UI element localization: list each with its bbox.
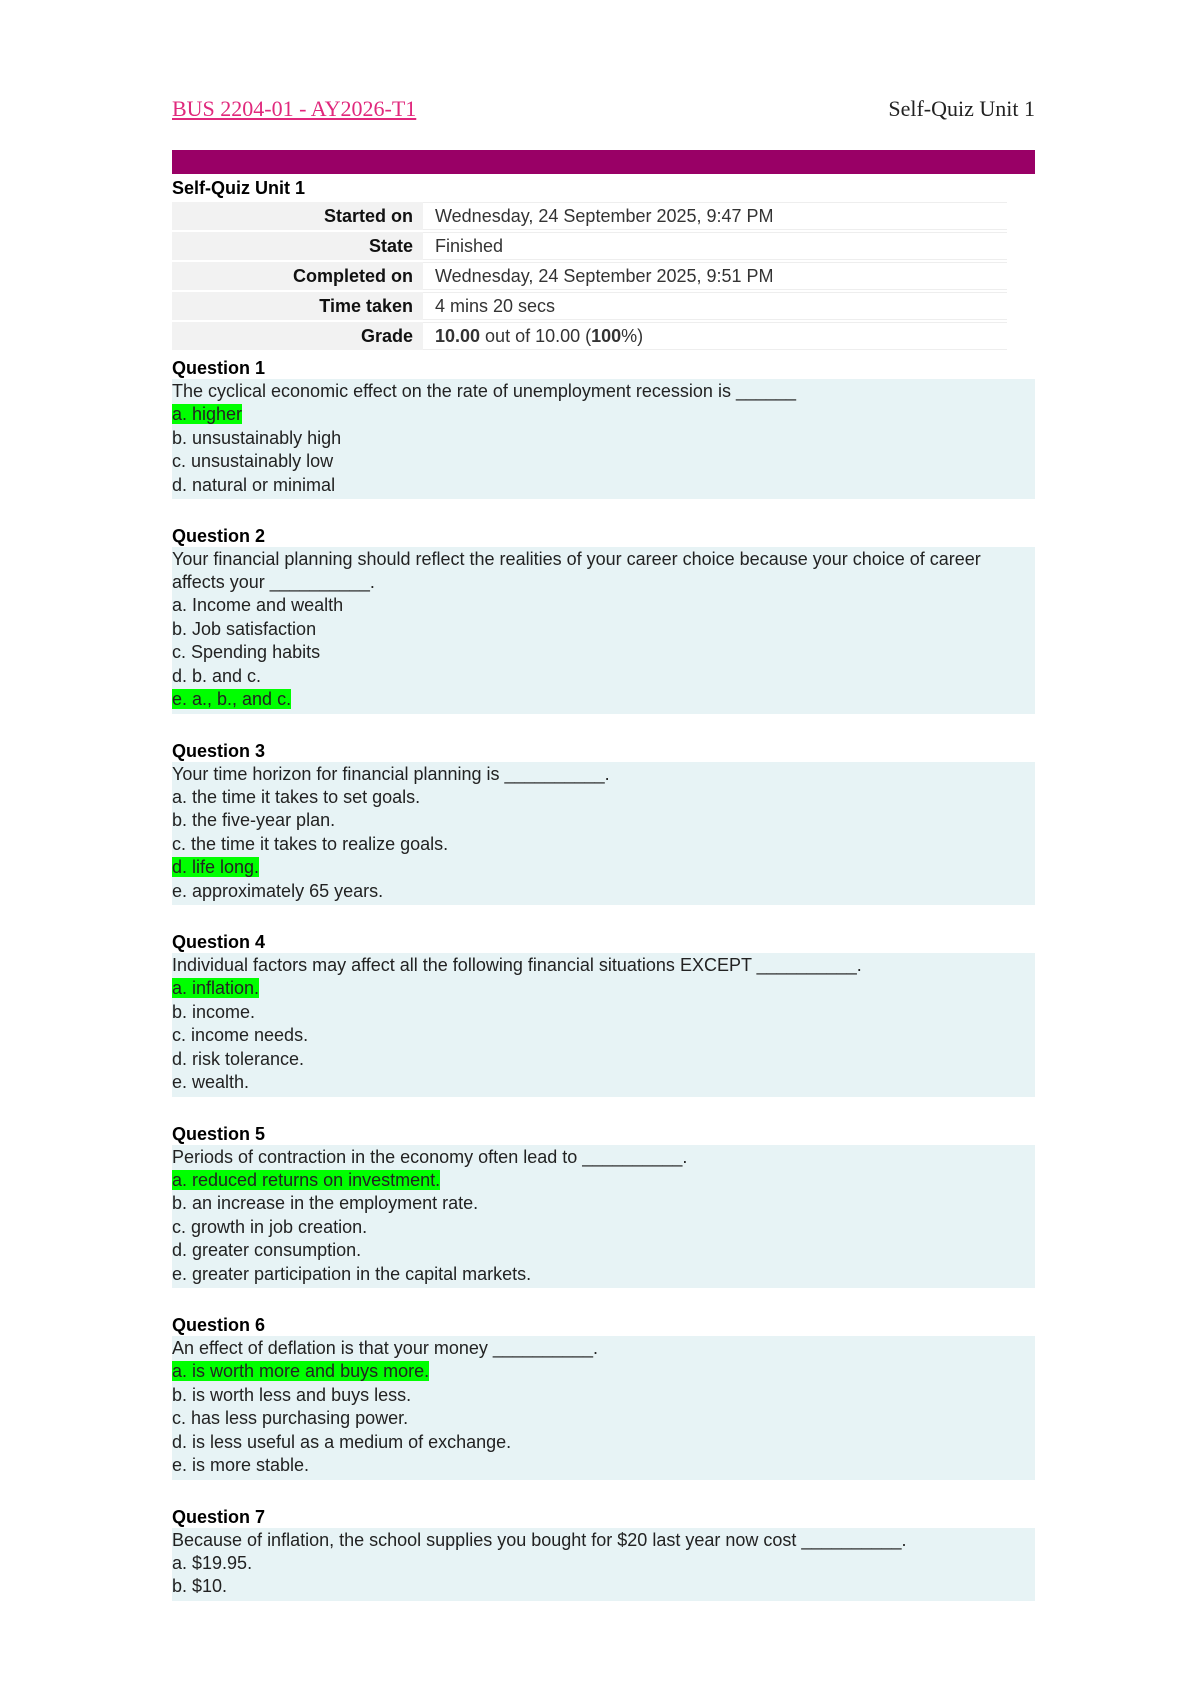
answer-option (172, 665, 1035, 689)
answer-option (172, 1239, 1035, 1263)
question-label: Question 6 (172, 1315, 266, 1335)
question-block (172, 525, 1035, 714)
answer-option-text: a. Income and wealth (172, 595, 344, 615)
answer-option (172, 977, 1035, 1001)
question-text: Periods of contraction in the economy often lead to __________. (172, 1146, 688, 1167)
brand-bar (172, 150, 1035, 174)
answer-option (172, 1384, 1035, 1408)
question-label: Question 1 (172, 358, 266, 378)
question-text: Your time horizon for financial planning is __________. (172, 763, 610, 784)
correct-answer-highlight: d. life long. (172, 857, 260, 877)
answer-option-text: c. income needs. (172, 1025, 309, 1045)
attempt-summary-table (172, 200, 1007, 352)
answer-option (172, 403, 1035, 427)
summary-row-started (172, 202, 1007, 230)
grade-value (423, 322, 1007, 350)
correct-answer-highlight: a. reduced returns on investment. (172, 1169, 441, 1190)
question-text: Individual factors may affect all the following financial situations EXCEPT __________. (172, 955, 862, 975)
answer-option (172, 1407, 1035, 1431)
question-content (172, 762, 1035, 906)
answer-option (172, 1216, 1035, 1240)
answer-option-text: d. is less useful as a medium of exchange. (172, 1431, 512, 1452)
summary-label: State (172, 232, 423, 260)
summary-value: Wednesday, 24 September 2025, 9:51 PM (423, 262, 1007, 290)
question-label: Question 3 (172, 740, 266, 761)
question-content (172, 1336, 1035, 1480)
correct-answer-highlight: e. a., b., and c. (172, 689, 292, 709)
answer-option-text: d. risk tolerance. (172, 1048, 305, 1069)
answer-option (172, 450, 1035, 474)
answer-option (172, 856, 1035, 880)
question-text: Because of inflation, the school supplies you bought for $20 last year now cost __________. (172, 1529, 907, 1550)
summary-row-time-taken (172, 292, 1007, 320)
question-text: An effect of deflation is that your money __________. (172, 1338, 598, 1358)
answer-option-text: b. income. (172, 1001, 256, 1022)
page-header (172, 96, 1035, 130)
question-block (172, 1506, 1035, 1601)
answer-option-text: b. $10. (172, 1576, 228, 1596)
question-label: Question 2 (172, 526, 266, 546)
answer-option (172, 618, 1035, 642)
answer-option-text: b. is worth less and buys less. (172, 1384, 412, 1405)
question-content (172, 953, 1035, 1097)
answer-option-text: c. has less purchasing power. (172, 1408, 409, 1428)
summary-row-completed (172, 262, 1007, 290)
answer-option-text: c. the time it takes to realize goals. (172, 833, 449, 854)
answer-option (172, 474, 1035, 498)
answer-option-text: b. the five-year plan. (172, 810, 336, 830)
answer-option (172, 1263, 1035, 1287)
question-content (172, 547, 1035, 714)
answer-option-text: e. approximately 65 years. (172, 880, 384, 901)
course-link[interactable]: BUS 2204-01 - AY2026-T1 (172, 96, 417, 121)
grade-score: 10.00 (435, 326, 481, 346)
question-block (172, 931, 1035, 1097)
summary-label: Completed on (172, 262, 423, 290)
question-label: Question 7 (172, 1506, 266, 1527)
answer-option-text: c. Spending habits (172, 642, 321, 662)
answer-option (172, 880, 1035, 904)
answer-option (172, 1431, 1035, 1455)
correct-answer-highlight: a. higher (172, 404, 243, 424)
answer-option (172, 1552, 1035, 1576)
answer-option (172, 688, 1035, 712)
answer-option-text: d. natural or minimal (172, 474, 336, 495)
summary-value: Finished (423, 232, 1007, 260)
summary-label: Time taken (172, 292, 423, 320)
answer-option (172, 1360, 1035, 1384)
answer-option-text: a. $19.95. (172, 1552, 253, 1573)
question-label: Question 4 (172, 932, 266, 952)
grade-suffix: %) (621, 326, 644, 346)
question-text: Your financial planning should reflect the realities of your career choice because your choice of career affects your __________. (172, 549, 981, 592)
answer-option (172, 1454, 1035, 1478)
question-list (172, 357, 1035, 1601)
question-content (172, 1528, 1035, 1601)
question-block (172, 1314, 1035, 1480)
answer-option-text: c. growth in job creation. (172, 1216, 368, 1237)
answer-option (172, 1169, 1035, 1193)
question-text: The cyclical economic effect on the rate of unemployment recession is ______ (172, 381, 797, 401)
question-content (172, 1145, 1035, 1289)
summary-label: Started on (172, 202, 423, 230)
question-block (172, 1123, 1035, 1289)
answer-option (172, 833, 1035, 857)
correct-answer-highlight: a. inflation. (172, 978, 260, 998)
answer-option-text: d. greater consumption. (172, 1240, 362, 1260)
summary-row-state (172, 232, 1007, 260)
answer-option (172, 1048, 1035, 1072)
question-content (172, 379, 1035, 499)
summary-value: Wednesday, 24 September 2025, 9:47 PM (423, 202, 1007, 230)
correct-answer-highlight: a. is worth more and buys more. (172, 1361, 430, 1381)
grade-percent: 100 (591, 326, 622, 346)
quiz-review-page (172, 96, 1035, 1601)
question-label: Question 5 (172, 1123, 266, 1144)
header-quiz-title: Self-Quiz Unit 1 (888, 96, 1035, 121)
answer-option-text: e. is more stable. (172, 1455, 310, 1475)
answer-option (172, 786, 1035, 810)
answer-option (172, 641, 1035, 665)
answer-option (172, 1001, 1035, 1025)
answer-option (172, 1192, 1035, 1216)
answer-option-text: c. unsustainably low (172, 451, 334, 471)
answer-option-text: e. greater participation in the capital markets. (172, 1263, 532, 1284)
quiz-title: Self-Quiz Unit 1 (172, 178, 306, 198)
answer-option (172, 1575, 1035, 1599)
answer-option-text: a. the time it takes to set goals. (172, 786, 421, 807)
answer-option (172, 1024, 1035, 1048)
question-block (172, 740, 1035, 906)
answer-option-text: b. an increase in the employment rate. (172, 1193, 479, 1213)
answer-option-text: b. Job satisfaction (172, 618, 317, 639)
answer-option-text: b. unsustainably high (172, 427, 342, 448)
summary-row-grade (172, 322, 1007, 350)
answer-option (172, 1071, 1035, 1095)
answer-option (172, 809, 1035, 833)
summary-value: 4 mins 20 secs (423, 292, 1007, 320)
grade-out-of: out of 10.00 ( (480, 326, 592, 346)
question-block (172, 357, 1035, 499)
answer-option (172, 427, 1035, 451)
answer-option (172, 594, 1035, 618)
answer-option-text: d. b. and c. (172, 665, 262, 686)
summary-label: Grade (172, 322, 423, 350)
answer-option-text: e. wealth. (172, 1072, 250, 1092)
